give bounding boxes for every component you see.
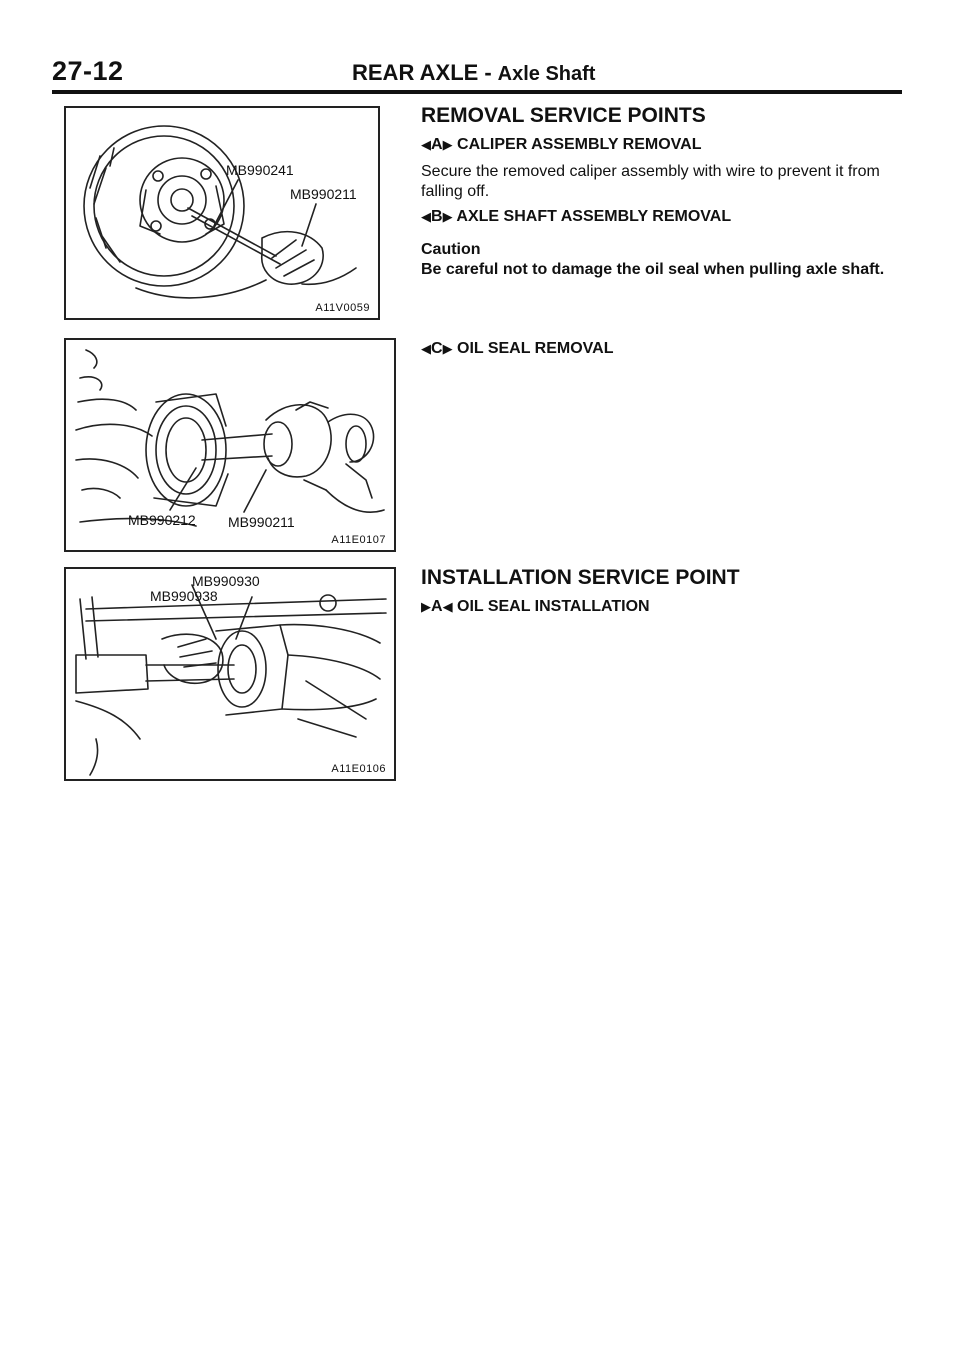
section-title: [352, 60, 595, 86]
tool-label: MB990211: [290, 186, 357, 202]
marker-right: ▶: [442, 341, 453, 356]
marker-left: ◀: [421, 341, 431, 356]
marker-left: ▶: [421, 599, 431, 614]
marker-left: ◀: [421, 209, 431, 224]
installation-point-a: [421, 598, 650, 616]
removal-point-b: [421, 208, 731, 226]
point-label: OIL SEAL INSTALLATION: [457, 598, 650, 615]
tool-label: MB990212: [128, 512, 196, 528]
oil-seal-installation-illustration: [66, 569, 394, 779]
caution-title: Caution: [421, 241, 481, 258]
marker-right: ▶: [442, 209, 453, 224]
removal-point-a: [421, 136, 702, 154]
subsection-name: Axle Shaft: [497, 63, 596, 85]
removal-title: REMOVAL SERVICE POINTS: [421, 104, 706, 127]
page-header: [52, 50, 902, 94]
point-label: CALIPER ASSEMBLY REMOVAL: [457, 136, 702, 153]
removal-point-c: [421, 340, 613, 358]
marker-left: ◀: [421, 137, 431, 152]
point-letter: B: [431, 208, 443, 225]
point-letter: A: [431, 598, 443, 615]
figure-code: A11E0106: [331, 763, 386, 775]
installation-title: INSTALLATION SERVICE POINT: [421, 566, 740, 589]
tool-label: MB990211: [228, 514, 295, 530]
figure-code: A11E0107: [331, 534, 386, 546]
figure-oil-seal-installation: [64, 567, 396, 781]
marker-right: ▶: [442, 137, 453, 152]
section-name: REAR AXLE: [352, 60, 479, 85]
page-number: 27-12: [52, 56, 124, 86]
hub-puller-illustration: [66, 108, 378, 318]
figure-hub-puller: [64, 106, 380, 320]
point-label: AXLE SHAFT ASSEMBLY REMOVAL: [456, 208, 732, 225]
tool-label: MB990241: [226, 162, 294, 178]
marker-right: ◀: [442, 599, 453, 614]
title-separator: -: [484, 60, 492, 85]
point-letter: A: [431, 136, 443, 153]
point-letter: C: [431, 340, 443, 357]
caution-body: Be careful not to damage the oil seal when pulling axle shaft.: [421, 261, 885, 278]
point-a-body: Secure the removed caliper assembly with wire to prevent it from falling off.: [421, 163, 880, 200]
tool-label: MB990930: [192, 573, 260, 589]
tool-label: MB990938: [150, 588, 218, 604]
point-label: OIL SEAL REMOVAL: [457, 340, 614, 357]
figure-code: A11V0059: [315, 302, 370, 314]
figure-oil-seal-removal: [64, 338, 396, 552]
